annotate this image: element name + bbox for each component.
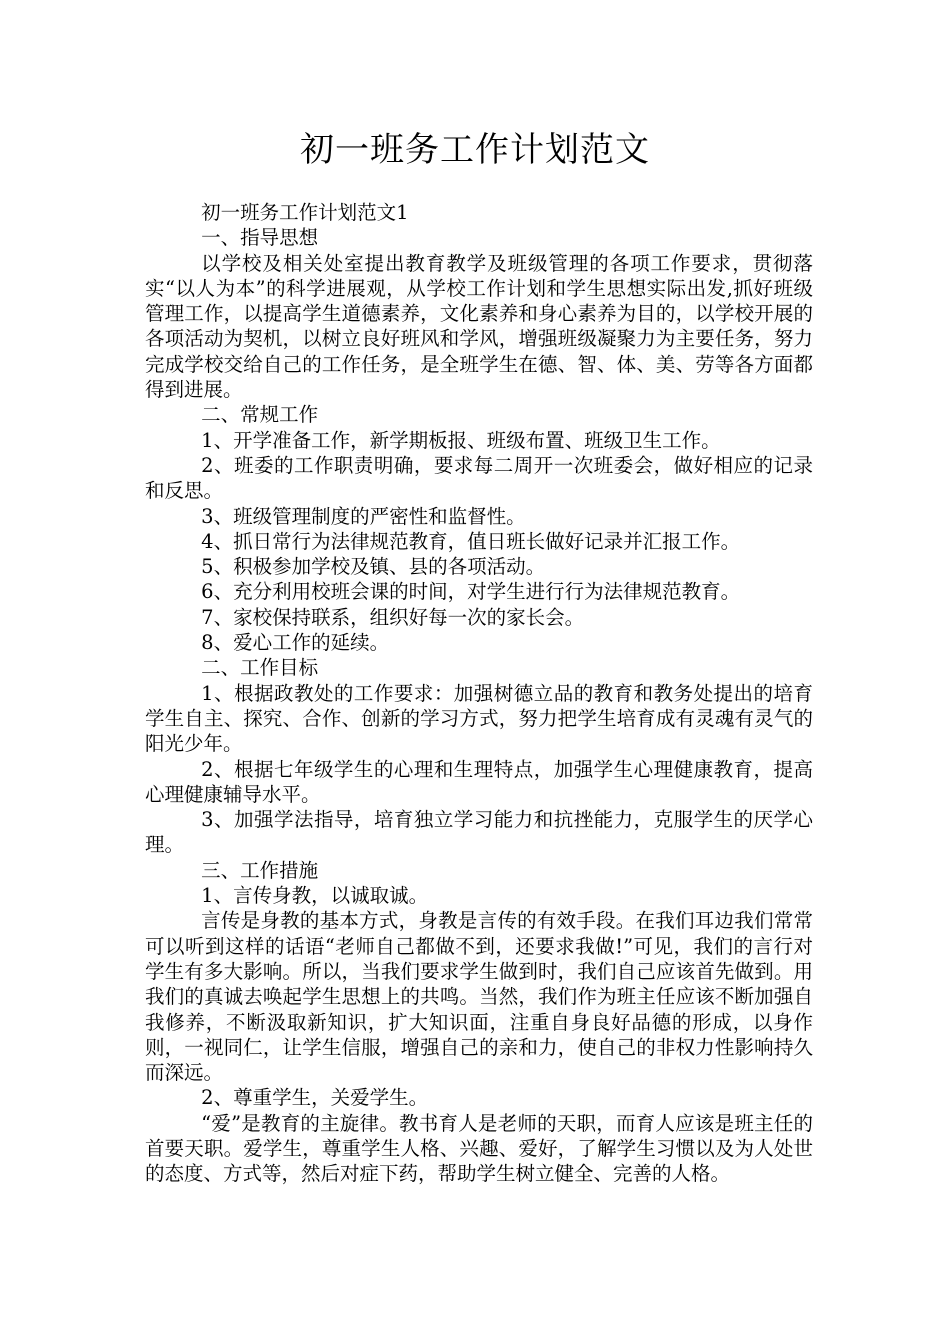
list-item-routine-2: 2、班委的工作职责明确，要求每二周开一次班委会，做好相应的记录和反思。 xyxy=(145,453,813,503)
heading-work-measures: 三、工作措施 xyxy=(201,858,319,882)
heading-routine-work: 二、常规工作 xyxy=(201,403,319,427)
list-item-measure-1: 1、言传身教，以诚取诚。 xyxy=(201,884,429,908)
list-item-goal-2: 2、根据七年级学生的心理和生理特点，加强学生心理健康教育，提高心理健康辅导水平。 xyxy=(145,757,813,806)
list-item-goal-1: 1、根据政教处的工作要求：加强树德立品的教育和教务处提出的培育学生自主、探究、合作、创新的学习方式，努力把学生培育成有灵魂有灵气的阳光少年。 xyxy=(145,681,813,756)
list-item-routine-1: 1、开学准备工作，新学期板报、班级布置、班级卫生工作。 xyxy=(201,428,721,452)
heading-work-goals: 二、工作目标 xyxy=(201,656,319,680)
list-item-routine-5: 5、积极参加学校及镇、县的各项活动。 xyxy=(201,555,546,579)
list-item-routine-8: 8、爱心工作的延续。 xyxy=(201,631,390,655)
heading-guiding-ideology: 一、指导思想 xyxy=(201,226,319,250)
paragraph-measure-2: “爱”是教育的主旋律。教书育人是老师的天职，而育人应该是班主任的首要天职。爱学生，尊重学生人格、兴趣、爱好，了解学生习惯以及为人处世的态度、方式等，然后对症下药，帮助学生树立健全、完善的人格。 xyxy=(145,1111,813,1186)
list-item-routine-7: 7、家校保持联系，组织好每一次的家长会。 xyxy=(201,605,585,629)
paragraph-guiding-ideology: 以学校及相关处室提出教育教学及班级管理的各项工作要求，贯彻落实“以人为本”的科学进展观，从学校工作计划和学生思想实际出发,抓好班级管理工作，以提高学生道德素养，文化素养和身心素养为目的，以学校开展的各项活动为契机，以树立良好班风和学风，增强班级凝聚力为主要任务，努力完成学校交给自己的工作任务，是全班学生在德、智、体、美、劳等各方面都得到进展。 xyxy=(145,251,813,402)
list-item-routine-4: 4、抓日常行为法律规范教育，值日班长做好记录并汇报工作。 xyxy=(201,529,741,553)
list-item-goal-3: 3、加强学法指导，培育独立学习能力和抗挫能力，克服学生的厌学心理。 xyxy=(145,808,813,857)
paragraph-subtitle: 初一班务工作计划范文1 xyxy=(201,201,409,224)
document-title: 初一班务工作计划范文 xyxy=(300,130,650,170)
paragraph-measure-1: 言传是身教的基本方式，身教是言传的有效手段。在我们耳边我们常常可以听到这样的话语“老师自己都做不到，还要求我做!”可见，我们的言行对学生有多大影响。所以，当我们要求学生做到时，我们自己应该首先做到。用我们的真诚去唤起学生思想上的共鸣。当然，我们作为班主任应该不断加强自我修养，不断汲取新知识，扩大知识面，注重自身良好品德的形成，以身作则，一视同仁，让学生信服，增强自己的亲和力，使自己的非权力性影响持久而深远。 xyxy=(145,909,813,1085)
list-item-measure-2: 2、尊重学生，关爱学生。 xyxy=(201,1086,429,1110)
list-item-routine-6: 6、充分利用校班会课的时间，对学生进行行为法律规范教育。 xyxy=(201,580,741,604)
document-body xyxy=(145,200,813,1187)
list-item-routine-3: 3、班级管理制度的严密性和监督性。 xyxy=(201,504,526,528)
